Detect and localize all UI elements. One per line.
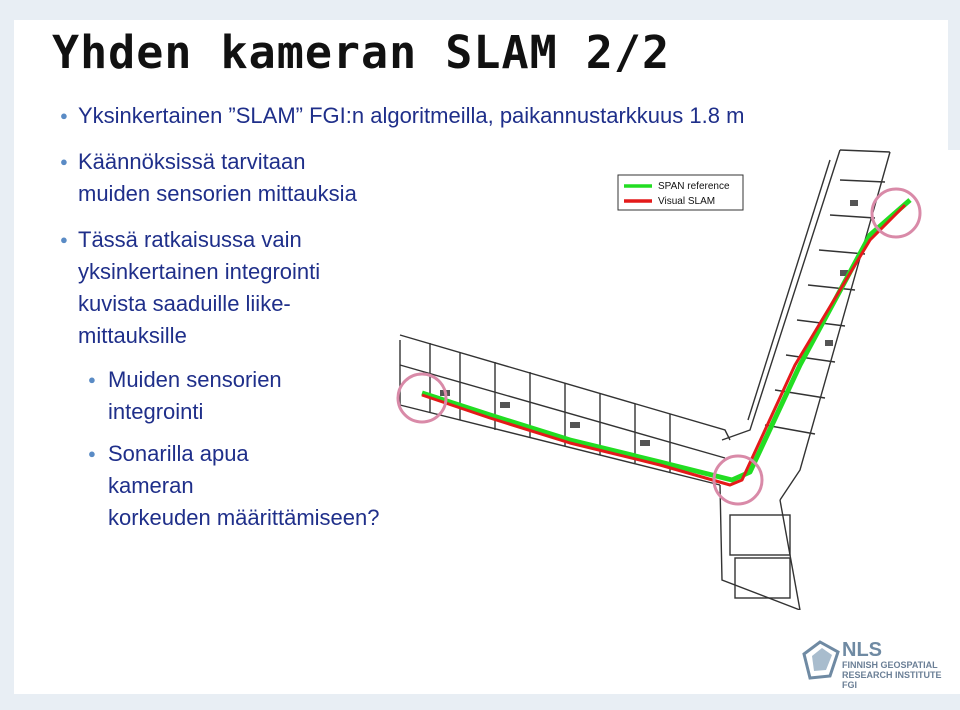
nls-logo-emblem-inner-icon [812,648,832,671]
slide-frame-left [0,0,14,710]
slide-frame-bottom [0,694,960,710]
sub-bullet-1 [88,364,282,428]
slide-frame-top [0,0,960,20]
bullet-dot: ● [88,372,96,387]
sub-bullet-2-line: korkeuden määrittämiseen? [108,505,380,530]
legend [618,175,743,210]
bullet-1 [60,100,745,132]
bullet-2 [60,146,357,210]
legend-span-label: SPAN reference [658,181,730,192]
bullet-2-line: muiden sensorien mittauksia [78,181,357,206]
bullet-3-line: mittauksille [78,323,187,348]
nls-logo-line1: FINNISH GEOSPATIAL [842,660,938,670]
nls-logo-name: NLS [842,639,882,661]
sub-bullet-1-line: Muiden sensorien [108,367,282,392]
bullet-3-line: kuvista saaduille liike- [78,291,291,316]
nls-logo-text [842,640,942,690]
bullet-dot: ● [60,108,68,123]
bullet-dot: ● [60,154,68,169]
slide-title: Yhden kameran SLAM 2/2 [52,26,671,79]
nls-logo-line2: RESEARCH INSTITUTE [842,670,942,680]
room-markers [440,200,858,446]
bullet-dot: ● [88,446,96,461]
bullet-3 [60,224,321,352]
sub-bullet-2-line: Sonarilla apua [108,441,249,466]
slide-frame-right [948,0,960,150]
bullet-3-line: yksinkertainen integrointi [78,259,321,284]
floorplan-trajectory-figure [370,140,955,610]
nls-logo-line3: FGI [842,680,857,690]
legend-slam-label: Visual SLAM [658,196,716,207]
sub-bullet-1-line: integrointi [108,399,204,424]
floorplan-walls [400,150,890,610]
bullet-3-line: Tässä ratkaisussa vain [78,227,302,252]
sub-bullet-2-line: kameran [108,473,194,498]
bullet-dot: ● [60,232,68,247]
bullet-1-text: Yksinkertainen ”SLAM” FGI:n algoritmeilla, paikannustarkkuus 1.8 m [78,103,745,128]
sub-bullet-2 [88,438,380,534]
bullet-2-line: Käännöksissä tarvitaan [78,149,306,174]
